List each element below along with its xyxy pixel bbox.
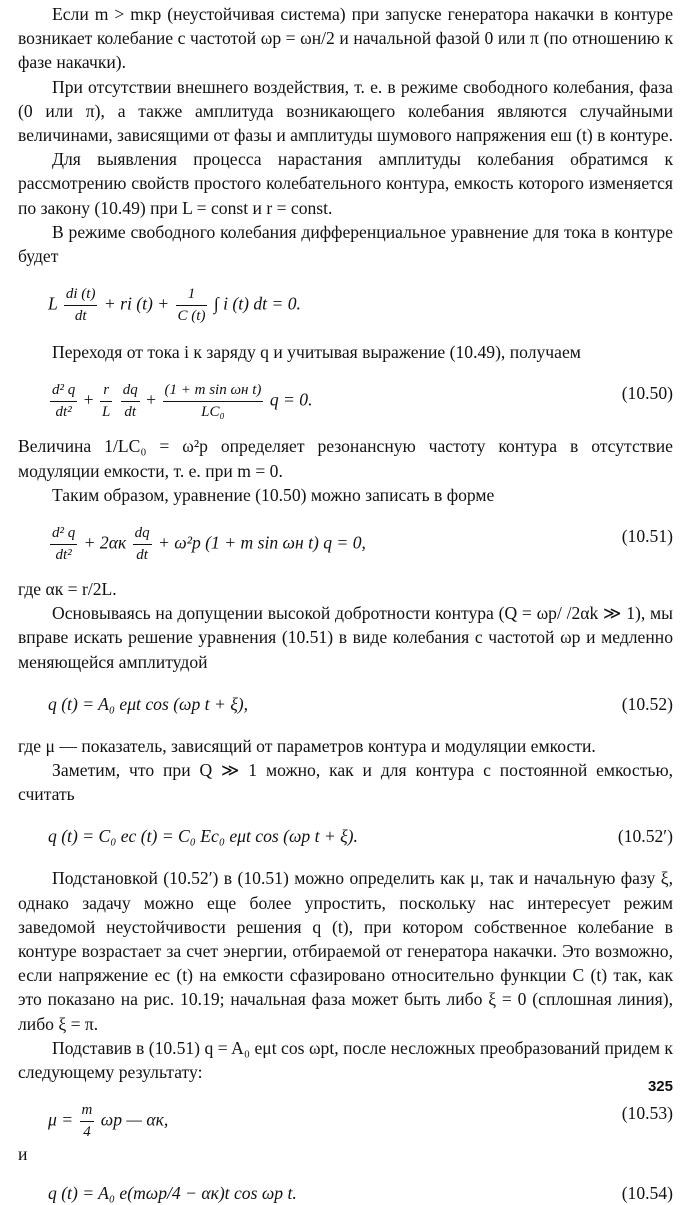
paragraph: где αк = r/2L. — [18, 579, 117, 600]
paragraph: и — [18, 1144, 28, 1165]
equation-number: (10.54) — [621, 1182, 673, 1203]
fraction: $\frac{dq}{dt}$ — [134, 525, 150, 564]
paragraph: В режиме свободного колебания дифференциальное уравнение для тока в контуре будет — [18, 221, 673, 267]
page-content — [18, 2, 673, 1205]
equation-10-50: $\frac{\text{d² q}}{\text{dt²}}$ + $\frac{r}{L}$ $\frac{dq}{dt}$ + $\frac{\text{(1 + m sin ωн t)}}{\text{LC₀}}$ q = 0. (10.50) — [52, 382, 673, 421]
paragraph: Переходя от тока i к заряду q и учитывая выражение (10.49), получаем — [52, 342, 581, 363]
paragraph: Таким образом, уравнение (10.50) можно записать в форме — [52, 484, 495, 505]
fraction: $\frac{di (t)}{dt}$ — [65, 286, 96, 325]
equation-number: (10.52) — [621, 693, 673, 714]
equation-number: (10.53) — [621, 1103, 673, 1124]
paragraph: Если m > mкр (неустойчивая система) при запуске генератора накачки в контуре возникает колебание с частотой ωр = ωн/2 и начальной фазой 0 или π (по отношению к фазе накачки). — [18, 4, 673, 73]
fraction: $\frac{dq}{dt}$ — [122, 382, 138, 421]
paragraph: При отсутствии внешнего воздействия, т. е. в режиме свободного колебания, фаза (0 или π), а также амплитуда возникающего колебания являются случайными величинами, зависящими от фазы и амплитуды шумового напряжения eш (t) в контуре. — [18, 76, 673, 146]
fraction: $\frac{m}{4}$ — [81, 1102, 93, 1141]
equation-10-52-prime: q (t) = C₀ eс (t) = C₀ Eс₀ eμt cos (ωр t + ξ). (10.52′) — [18, 824, 673, 848]
paragraph: Для выявления процесса нарастания амплитуды колебания обратимся к рассмотрению свойств простого колебательного контура, емкость которого изменяется по закону (10.49) при L = const и r = const. — [18, 149, 673, 218]
fraction: $\frac{\text{d² q}}{\text{dt²}}$ — [52, 382, 76, 421]
equation-10-54: q (t) = A₀ e(mωр/4 − αк)t cos ωр t. (10.54) — [18, 1181, 673, 1205]
equation-current: L $\frac{di (t)}{dt}$ + ri (t) + $\frac{1}{C (t)}$ ∫ i (t) dt = 0. — [48, 286, 301, 325]
equation-10-52: q (t) = A₀ eμt cos (ωр t + ξ), (10.52) — [18, 692, 673, 716]
fraction: $\frac{\text{d² q}}{\text{dt²}}$ — [52, 525, 76, 564]
paragraph: Заметим, что при Q ≫ 1 можно, как и для контура с постоянной емкостью, считать — [18, 760, 673, 805]
paragraph: Основываясь на допущении высокой добротности контура (Q = ωр/ /2αk ≫ 1), мы вправе искать решение уравнения (10.51) в виде колебания с частотой ωр и медленно меняющейся амплитудой — [18, 603, 673, 672]
equation-number: (10.50) — [621, 383, 673, 404]
fraction: $\frac{1}{C (t)}$ — [177, 286, 206, 325]
equation-number: (10.52′) — [617, 826, 673, 847]
equation-10-51: $\frac{\text{d² q}}{\text{dt²}}$ + 2αк $\frac{dq}{dt}$ + ω²р (1 + m sin ωн t) q = 0, (10.51) — [52, 525, 673, 564]
equation-10-53: μ = $\frac{m}{4}$ ωр — αк, (10.53) — [48, 1102, 673, 1141]
paragraph: где μ — показатель, зависящий от параметров контура и модуляции емкости. — [18, 735, 596, 756]
fraction: $\frac{r}{L}$ — [102, 382, 111, 421]
equation-number: (10.51) — [621, 526, 673, 547]
paragraph: Величина 1/LC₀ = ω²р определяет резонансную частоту контура в отсутствие модуляции емкости, т. е. при m = 0. — [18, 436, 673, 481]
paragraph: Подстановкой (10.52′) в (10.51) можно определить как μ, так и начальную фазу ξ, однако задачу можно еще более упростить, поскольку нас интересует режим заведомой неустойчивости решения q (t), при котором собственное колебание в контуре возрастает за счет энергии, отбираемой от генератора накачки. Это возможно, если напряжение eс (t) на емкости сфазировано относительно функции C (t) так, как это показано на рис. 10.19; начальная фаза может быть либо ξ = 0 (сплошная линия), либо ξ = π. — [18, 868, 673, 1034]
paragraph: Подставив в (10.51) q = A₀ eμt cos ωрt, после несложных преобразований придем к следующему результату: — [18, 1037, 673, 1083]
page-number: 325 — [647, 1078, 673, 1095]
fraction: $\frac{\text{(1 + m sin ωн t)}}{\text{LC₀}}$ — [164, 382, 262, 421]
